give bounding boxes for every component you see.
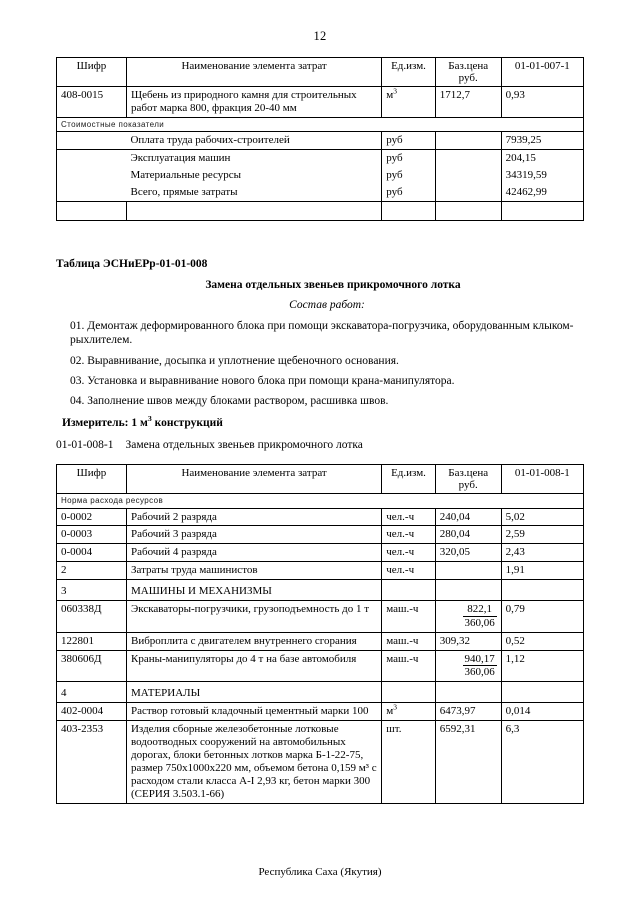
row-base-price: 280,04 — [435, 526, 501, 544]
page-number: 12 — [313, 29, 327, 43]
section-header-materials — [57, 681, 584, 702]
table-row-machine — [57, 632, 584, 650]
row-code: 408-0015 — [57, 86, 127, 117]
norm-code: 01-01-008-1 — [56, 438, 114, 451]
summary-unit: руб — [382, 167, 436, 184]
summary-unit: руб — [382, 150, 436, 167]
row-name: Рабочий 2 разряда — [126, 508, 381, 526]
row-value: 2,43 — [501, 544, 583, 562]
table-header-row — [57, 57, 584, 86]
row-base-price: 309,32 — [435, 632, 501, 650]
row-value: 0,79 — [501, 601, 583, 632]
base-price-numerator: 940,17 — [464, 652, 495, 665]
row-code: 380606Д — [57, 650, 127, 681]
row-base-price: 320,05 — [435, 544, 501, 562]
band-norm-consumption — [57, 494, 584, 508]
row-code: 0-0003 — [57, 526, 127, 544]
unit-superscript: 3 — [393, 86, 397, 96]
row-value: 5,02 — [501, 508, 583, 526]
header-base-price — [435, 57, 501, 86]
summary-value: 42462,99 — [501, 184, 583, 201]
row-base-price — [435, 562, 501, 580]
section-value — [501, 580, 583, 601]
band-cost-label: Стоимостные показатели — [57, 117, 584, 131]
trailing-cell-base — [435, 201, 501, 220]
row-base-price: 6473,97 — [435, 702, 501, 720]
row-name: Рабочий 3 разряда — [126, 526, 381, 544]
row-unit: шт. — [382, 720, 436, 803]
base-price-denominator: 360,06 — [464, 617, 495, 629]
section-base — [435, 580, 501, 601]
base-price-denominator: 360,06 — [464, 666, 495, 679]
row-unit: чел.-ч — [382, 508, 436, 526]
work-item: 04. Заполнение швов между блоками раствором, расшивка швов. — [70, 395, 389, 408]
section-narrative — [56, 257, 584, 452]
row-name: Раствор готовый кладочный цементный марки 100 — [126, 702, 381, 720]
summary-base — [435, 132, 501, 150]
row-code: 0-0004 — [57, 544, 127, 562]
summary-base — [435, 184, 501, 201]
header-code: Шифр — [57, 57, 127, 86]
table-row — [57, 86, 584, 117]
header-unit: Ед.изм. — [382, 464, 436, 493]
unit-text: м — [386, 704, 394, 717]
table-label: Таблица ЭСНиЕРр-01-01-008 — [56, 257, 208, 270]
section-value — [501, 681, 583, 702]
header-base-price-line2: руб. — [458, 478, 478, 491]
row-code: 403-2353 — [57, 720, 127, 803]
band-cost-indicators — [57, 117, 584, 131]
izmeritel-label — [62, 416, 584, 430]
table-01-01-008 — [56, 464, 584, 804]
row-value: 1,12 — [501, 650, 583, 681]
summary-label: Материальные ресурсы — [126, 167, 381, 184]
sostav-rabot-label: Состав работ: — [289, 298, 365, 311]
row-base-price: 6592,31 — [435, 720, 501, 803]
header-unit: Ед.изм. — [382, 57, 436, 86]
header-norm-code: 01-01-008-1 — [501, 464, 583, 493]
summary-value: 7939,25 — [501, 132, 583, 150]
header-base-price — [435, 464, 501, 493]
unit-text: м — [386, 88, 394, 101]
trailing-cell-unit — [382, 201, 436, 220]
table-01-01-007 — [56, 57, 584, 221]
header-code: Шифр — [57, 464, 127, 493]
header-base-price-line2: руб. — [458, 71, 478, 84]
row-unit: чел.-ч — [382, 526, 436, 544]
section-header-machines — [57, 580, 584, 601]
section-title: МАШИНЫ И МЕХАНИЗМЫ — [126, 580, 381, 601]
header-norm-code: 01-01-007-1 — [501, 57, 583, 86]
summary-spacer — [57, 167, 127, 184]
row-name: Экскаваторы-погрузчики, грузоподъемность до 1 т — [126, 601, 381, 632]
summary-label: Оплата труда рабочих-строителей — [126, 132, 381, 150]
work-item: 01. Демонтаж деформированного блока при помощи экскаватора-погрузчика, оборудованным клыком-рыхлителем. — [70, 319, 574, 347]
header-name: Наименование элемента затрат — [126, 57, 381, 86]
row-value: 0,014 — [501, 702, 583, 720]
row-value: 2,59 — [501, 526, 583, 544]
row-code: 060338Д — [57, 601, 127, 632]
row-unit: маш.-ч — [382, 601, 436, 632]
row-unit: чел.-ч — [382, 544, 436, 562]
summary-spacer — [57, 150, 127, 167]
work-item: 03. Установка и выравнивание нового блока при помощи крана-манипулятора. — [70, 375, 455, 388]
row-unit: маш.-ч — [382, 632, 436, 650]
row-unit — [382, 702, 436, 720]
page-footer: Республика Саха (Якутия) — [258, 866, 382, 878]
summary-unit: руб — [382, 184, 436, 201]
summary-base — [435, 150, 501, 167]
base-price-numerator: 822,1 — [463, 603, 497, 617]
table-row — [57, 508, 584, 526]
row-value: 0,93 — [501, 86, 583, 117]
summary-value: 204,15 — [501, 150, 583, 167]
norm-name: Замена отдельных звеньев прикромочного лотка — [125, 438, 363, 451]
summary-spacer — [57, 132, 127, 150]
table-row — [57, 544, 584, 562]
summary-unit: руб — [382, 132, 436, 150]
header-base-price-line1: Баз.цена — [448, 466, 489, 479]
table-row-machinists — [57, 562, 584, 580]
row-base-price-fraction — [435, 601, 501, 632]
row-value: 0,52 — [501, 632, 583, 650]
izmeritel-suffix: конструкций — [151, 416, 223, 429]
trailing-cell-value — [501, 201, 583, 220]
trailing-cell-name — [126, 201, 381, 220]
section-unit — [382, 580, 436, 601]
table-row — [57, 526, 584, 544]
work-item: 02. Выравнивание, досыпка и уплотнение щебеночного основания. — [70, 354, 399, 367]
izmeritel-superscript: 3 — [147, 414, 152, 424]
row-code: 0-0002 — [57, 508, 127, 526]
row-base-price: 240,04 — [435, 508, 501, 526]
section-unit — [382, 681, 436, 702]
summary-row — [57, 167, 584, 184]
summary-base — [435, 167, 501, 184]
summary-value: 34319,59 — [501, 167, 583, 184]
table-row-material — [57, 702, 584, 720]
trailing-cell-code — [57, 201, 127, 220]
table-title: Замена отдельных звеньев прикромочного лотка — [205, 278, 461, 291]
row-unit: маш.-ч — [382, 650, 436, 681]
table-header-row — [57, 464, 584, 493]
row-value: 1,91 — [501, 562, 583, 580]
row-base-price-fraction — [435, 650, 501, 681]
row-unit — [382, 86, 436, 117]
band-norm-label: Норма расхода ресурсов — [57, 494, 584, 508]
norm-code-line — [56, 438, 584, 452]
row-base-price: 1712,7 — [435, 86, 501, 117]
row-code: 122801 — [57, 632, 127, 650]
row-unit: чел.-ч — [382, 562, 436, 580]
section-code: 3 — [57, 580, 127, 601]
table-row-machine — [57, 601, 584, 632]
header-name: Наименование элемента затрат — [126, 464, 381, 493]
table-row-material — [57, 720, 584, 803]
summary-row — [57, 132, 584, 150]
row-name: Щебень из природного камня для строительных работ марка 800, фракция 20-40 мм — [126, 86, 381, 117]
row-name: Затраты труда машинистов — [126, 562, 381, 580]
summary-spacer — [57, 184, 127, 201]
summary-row — [57, 150, 584, 167]
row-name: Рабочий 4 разряда — [126, 544, 381, 562]
section-code: 4 — [57, 681, 127, 702]
section-title: МАТЕРИАЛЫ — [126, 681, 381, 702]
row-code: 402-0004 — [57, 702, 127, 720]
summary-label: Всего, прямые затраты — [126, 184, 381, 201]
summary-label: Эксплуатация машин — [126, 150, 381, 167]
summary-row — [57, 184, 584, 201]
unit-superscript: 3 — [393, 702, 397, 712]
section-base — [435, 681, 501, 702]
row-name: Виброплита с двигателем внутреннего сгорания — [126, 632, 381, 650]
row-name: Изделия сборные железобетонные лотковые водоотводных сооружений на автомобильных дорогах, блоки бетонных лотков марка Б-1-22-75, размер 750x1000x220 мм, объемом бетона 0,159 м³ с расходом стали класса А-I 2,93 кг, бетон марки 300 (СЕРИЯ 3.503.1-66) — [126, 720, 381, 803]
izmeritel-prefix: Измеритель: 1 м — [62, 416, 148, 429]
row-code: 2 — [57, 562, 127, 580]
row-name: Краны-манипуляторы до 4 т на базе автомобиля — [126, 650, 381, 681]
row-value: 6,3 — [501, 720, 583, 803]
table-trailing-row — [57, 201, 584, 220]
header-base-price-line1: Баз.цена — [448, 59, 489, 72]
table-row-machine — [57, 650, 584, 681]
